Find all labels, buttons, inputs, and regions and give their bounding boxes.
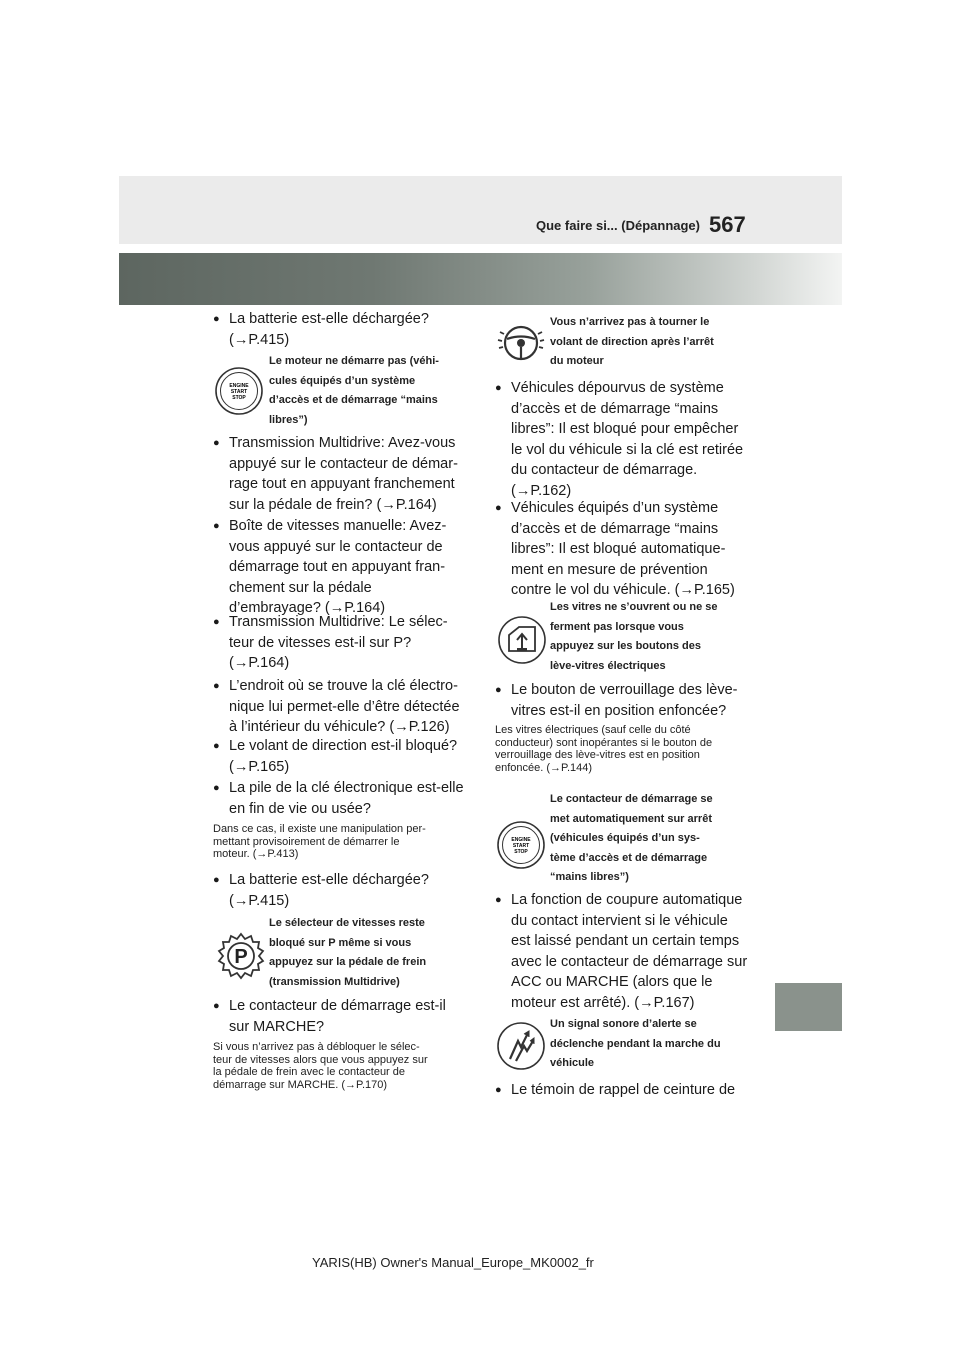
text-line: véhicule — [550, 1057, 595, 1069]
text-line: la pédale de frein avec le contacteur de — [213, 1066, 406, 1078]
text-line: moteur. (→P.413) — [213, 848, 299, 860]
text-line: d’accès et de démarrage “mains — [511, 520, 719, 537]
text-line: moteur est arrêté). (→P.167) — [511, 994, 695, 1011]
svg-text:START: START — [512, 843, 530, 849]
svg-text:ENGINE: ENGINE — [229, 383, 249, 389]
subheading — [269, 352, 479, 430]
text-line: enfoncée. (→P.144) — [495, 761, 593, 774]
text-line: ● Le contacteur de démarrage est-il — [229, 998, 446, 1014]
text-line: Un signal sonore d’alerte se — [550, 1018, 697, 1030]
text-line: bloqué sur P même si vous — [269, 936, 412, 949]
text-line: lève-vitres électriques — [550, 659, 666, 672]
svg-text:STOP: STOP — [514, 849, 528, 855]
bullet-item — [495, 680, 773, 721]
bullet-item — [213, 309, 491, 350]
text-line: contre le vol du véhicule. (→P.165) — [511, 582, 735, 598]
chapter-tab — [775, 983, 842, 1031]
shift-lock-p-icon — [216, 931, 266, 981]
text-line: (→P.164) — [229, 655, 290, 671]
text-line: “mains libres”) — [550, 871, 629, 883]
text-line: ● La batterie est-elle déchargée? — [229, 311, 429, 327]
text-line: appuyez sur les boutons des — [550, 640, 701, 652]
text-line: chement sur la pédale — [229, 579, 372, 596]
text-line: nique lui permet-elle d’être détectée — [229, 698, 460, 715]
text-line: du moteur — [550, 355, 604, 367]
header-band — [119, 253, 842, 305]
bullet-item — [495, 378, 773, 501]
svg-text:STOP: STOP — [232, 395, 246, 401]
text-line: libres”: Il est bloqué pour empêcher — [511, 421, 739, 437]
text-line: ● Véhicules équipés d’un système — [511, 500, 719, 516]
text-line: ● Le témoin de rappel de ceinture de — [511, 1082, 736, 1098]
svg-text:P: P — [234, 946, 248, 968]
text-line: ● La batterie est-elle déchargée? — [229, 872, 429, 888]
svg-text:START: START — [230, 389, 248, 395]
text-line: d’accès et de démarrage “mains — [511, 400, 719, 417]
svg-text:ENGINE: ENGINE — [511, 837, 531, 843]
bullet-item — [495, 498, 773, 601]
note-text — [213, 823, 475, 861]
text-line: ● La fonction de coupure automatique — [511, 892, 743, 908]
engine-start-stop-icon — [496, 820, 546, 870]
text-line: ● Le volant de direction est-il bloqué? — [229, 738, 458, 754]
text-line: (transmission Multidrive) — [269, 975, 400, 988]
text-line: ferment pas lorsque vous — [550, 620, 684, 633]
text-line: verrouillage des lève-vitres est en position — [495, 749, 700, 761]
text-line: met automatiquement sur arrêt — [550, 812, 712, 825]
text-line: mettant provisoirement de démarrer le — [213, 835, 400, 848]
text-line: Le sélecteur de vitesses reste — [269, 917, 425, 929]
text-line: du contact intervient si le véhicule — [511, 912, 728, 929]
text-line: (véhicules équipés d’un sys- — [550, 832, 700, 844]
bullet-item — [213, 996, 491, 1037]
text-line: Les vitres électriques (sauf celle du côté — [495, 724, 691, 736]
text-line: avec le contacteur de démarrage sur — [511, 953, 748, 970]
text-line: ● Transmission Multidrive: Le sélec- — [229, 614, 448, 630]
text-line: d’accès et de démarrage “mains — [269, 394, 438, 406]
text-line: démarrage tout en appuyant fran- — [229, 559, 446, 575]
subheading — [550, 313, 760, 372]
subheading — [269, 914, 479, 992]
text-line: libres”) — [269, 413, 308, 426]
text-line: du contacteur de démarrage. — [511, 462, 698, 478]
page-number: 567 — [709, 212, 746, 237]
note-text — [495, 724, 757, 774]
text-line: Les vitres ne s’ouvrent ou ne se — [550, 601, 718, 613]
text-line: Le contacteur de démarrage se — [550, 793, 713, 805]
subheading — [550, 598, 760, 676]
text-line: démarrage sur MARCHE. (→P.170) — [213, 1078, 388, 1091]
text-line: déclenche pendant la marche du — [550, 1037, 721, 1050]
text-line: tème d’accès et de démarrage — [550, 851, 708, 864]
note-text — [213, 1041, 475, 1091]
text-line: ment en mesure de prévention — [511, 561, 708, 578]
bullet-item — [213, 433, 491, 515]
text-line: ● Véhicules dépourvus de système — [511, 380, 724, 396]
text-line: (→P.415) — [229, 331, 290, 348]
subheading — [550, 790, 760, 888]
bullet-item — [495, 890, 773, 1013]
text-line: (→P.415) — [229, 892, 290, 909]
text-line: sur MARCHE? — [229, 1018, 325, 1035]
text-line: teur de vitesses alors que vous appuyez sur — [213, 1053, 428, 1066]
text-line: (→P.162) — [511, 482, 572, 499]
text-line: d’embrayage? (→P.164) — [229, 600, 386, 616]
text-line: le vol du véhicule si la clé est retirée — [511, 441, 744, 458]
text-line: appuyez sur la pédale de frein — [269, 956, 427, 968]
text-line: Dans ce cas, il existe une manipulation per- — [213, 823, 426, 835]
text-line: vous appuyé sur le contacteur de — [229, 538, 443, 555]
bullet-item — [213, 778, 491, 819]
text-line: en fin de vie ou usée? — [229, 800, 371, 817]
text-line: volant de direction après l’arrêt — [550, 335, 714, 348]
text-line: cules équipés d’un système — [269, 374, 416, 387]
text-line: à l’intérieur du véhicule? (→P.126) — [229, 719, 450, 735]
steering-lock-icon — [496, 318, 546, 368]
text-line: Si vous n’arrivez pas à débloquer le sélec- — [213, 1041, 420, 1053]
power-window-icon — [497, 615, 547, 665]
text-line: Le moteur ne démarre pas (véhi- — [269, 355, 439, 367]
text-line: Vous n’arrivez pas à tourner le — [550, 316, 710, 328]
text-line: sur la pédale de frein? (→P.164) — [229, 496, 437, 513]
text-line: vitres est-il en position enfoncée? — [511, 702, 727, 719]
text-line: conducteur) sont inopérantes si le bouton de — [495, 736, 713, 749]
bullet-item — [213, 612, 491, 674]
text-line: (→P.165) — [229, 758, 290, 775]
subheading — [550, 1015, 760, 1074]
text-line: appuyé sur le contacteur de démar- — [229, 455, 458, 472]
footer-text: YARIS(HB) Owner's Manual_Europe_MK0002_fr — [312, 1255, 594, 1270]
text-line: ● Le bouton de verrouillage des lève- — [511, 682, 738, 698]
text-line: libres”: Il est bloqué automatique- — [511, 541, 726, 557]
section-title: Que faire si... (Dépannage) — [536, 218, 700, 233]
bullet-item — [213, 736, 491, 777]
bullet-item — [213, 676, 491, 738]
text-line: ● Boîte de vitesses manuelle: Avez- — [229, 518, 447, 534]
text-line: ● Transmission Multidrive: Avez-vous — [229, 435, 456, 451]
text-line: ACC ou MARCHE (alors que le — [511, 974, 713, 990]
text-line: rage tout en appuyant franchement — [229, 476, 455, 492]
engine-start-stop-icon — [214, 366, 264, 416]
text-line: teur de vitesses est-il sur P? — [229, 634, 412, 651]
bullet-item — [213, 870, 491, 911]
bullet-item — [213, 516, 491, 619]
bullet-item — [495, 1080, 773, 1101]
warning-buzzer-icon — [496, 1021, 546, 1071]
text-line: est laissé pendant un certain temps — [511, 933, 740, 949]
text-line: ● L’endroit où se trouve la clé électro- — [229, 678, 458, 694]
text-line: ● La pile de la clé électronique est-elle — [229, 780, 464, 796]
